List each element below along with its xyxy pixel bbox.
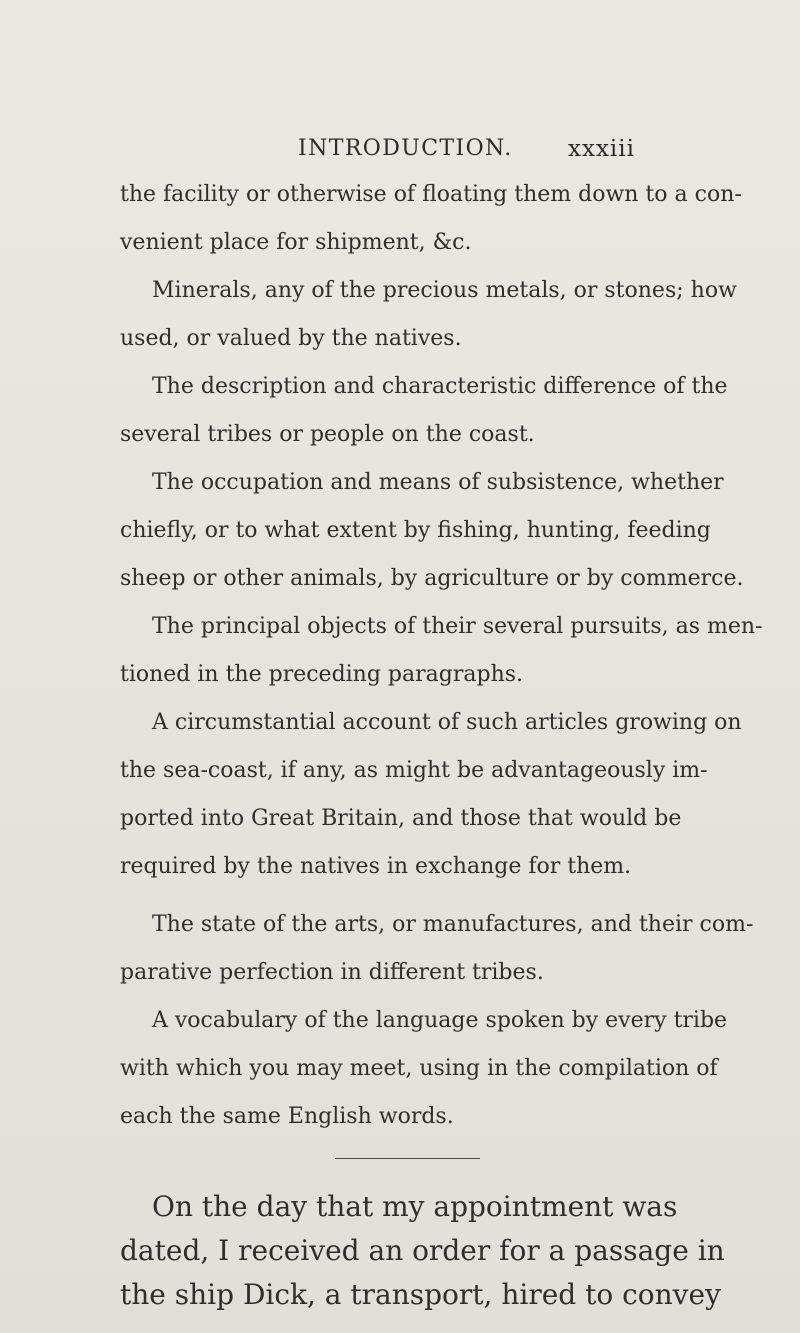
text-line: the sea-coast, if any, as might be advantageously im- xyxy=(120,758,708,783)
text-line: A circumstantial account of such articles growing on xyxy=(152,710,742,735)
text-line: required by the natives in exchange for them. xyxy=(120,854,632,879)
text-line: used, or valued by the natives. xyxy=(120,326,462,351)
text-line: sheep or other animals, by agriculture or by commerce. xyxy=(120,566,744,591)
text-line: The state of the arts, or manufactures, and their com- xyxy=(152,912,754,937)
text-line: The principal objects of their several pursuits, as men- xyxy=(152,614,763,639)
running-title: INTRODUCTION. xyxy=(298,136,513,161)
text-line: parative perfection in different tribes. xyxy=(120,960,544,985)
text-line: On the day that my appointment was xyxy=(152,1190,678,1223)
text-line: chiefly, or to what extent by fishing, hunting, feeding xyxy=(120,518,711,543)
text-line: several tribes or people on the coast. xyxy=(120,422,535,447)
text-line: each the same English words. xyxy=(120,1104,454,1129)
page-number: xxxiii xyxy=(568,136,635,162)
text-line: dated, I received an order for a passage in xyxy=(120,1234,725,1267)
text-line: The occupation and means of subsistence, whether xyxy=(152,470,724,495)
text-line: ported into Great Britain, and those that would be xyxy=(120,806,682,831)
text-line: The description and characteristic difference of the xyxy=(152,374,728,399)
text-line: with which you may meet, using in the compilation of xyxy=(120,1056,718,1081)
text-line: venient place for shipment, &c. xyxy=(120,230,472,255)
text-line: A vocabulary of the language spoken by every tribe xyxy=(152,1008,728,1033)
text-line: the facility or otherwise of floating them down to a con- xyxy=(120,182,742,207)
text-line: the ship Dick, a transport, hired to convey xyxy=(120,1278,721,1311)
text-line: Minerals, any of the precious metals, or stones; how xyxy=(152,278,737,303)
text-line: tioned in the preceding paragraphs. xyxy=(120,662,524,687)
